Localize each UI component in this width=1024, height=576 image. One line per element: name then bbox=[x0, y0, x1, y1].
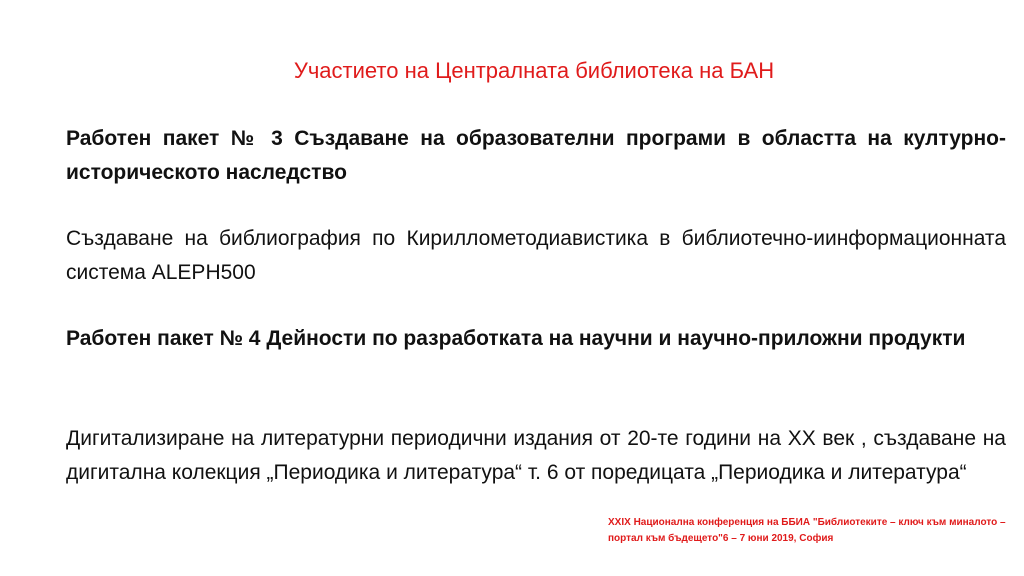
work-package-3-heading: Работен пакет № 3 Създаване на образователни програми в областта на културно-историческото наследство bbox=[66, 127, 1006, 184]
work-package-4-heading: Работен пакет № 4 Дейности по разработката на научни и научно-приложни продукти bbox=[66, 327, 966, 350]
work-package-4-description: Дигитализиране на литературни периодични издания от 20-те години на XX век , създаване на дигитална колекция „Периодика и литература“ т. 6 от поредицата „Периодика и литература“ bbox=[66, 427, 1006, 484]
work-package-3-description: Създаване на библиография по Кириллометодиавистика в библиотечно-иинформационната система ALEPH500 bbox=[66, 227, 1006, 284]
conference-footer: XXIX Национална конференция на ББИА "Библиотеките – ключ към миналото – портал към бъдещето"6 – 7 юни 2019, София bbox=[608, 517, 1006, 544]
slide-title: Участието на Централната библиотека на БАН bbox=[293, 58, 775, 83]
